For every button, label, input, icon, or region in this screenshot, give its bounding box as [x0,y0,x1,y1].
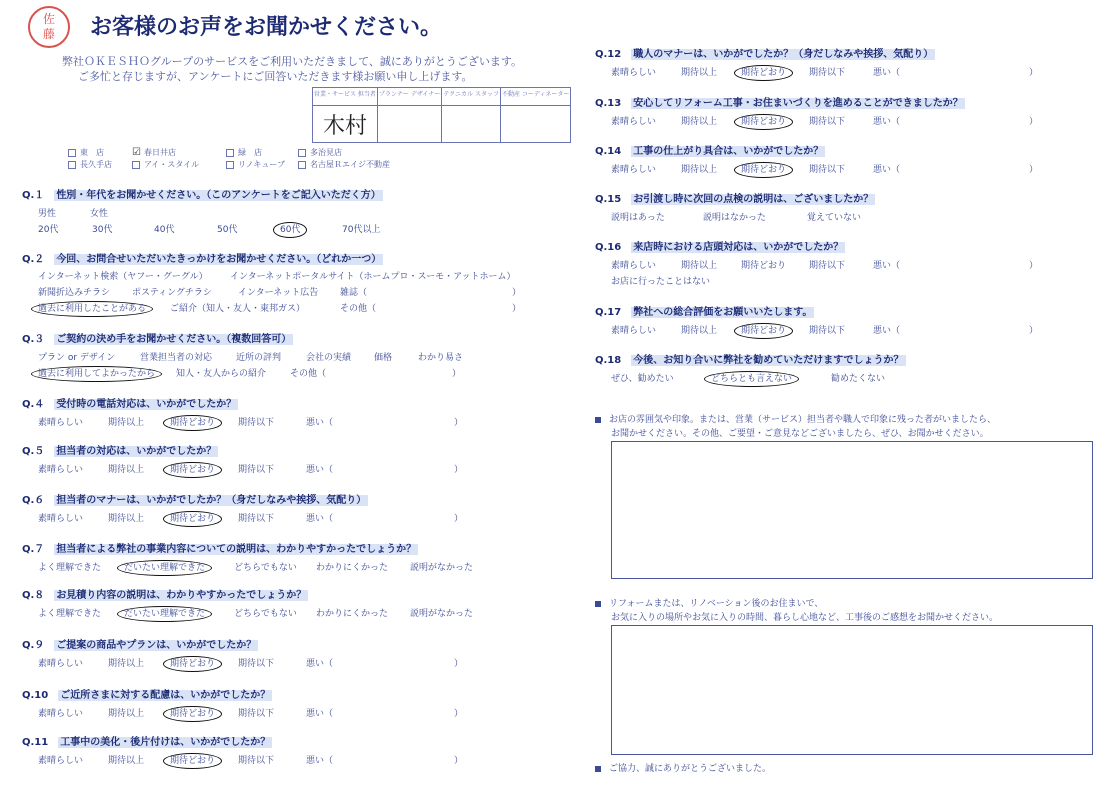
answer-option[interactable]: 勧めたくない [831,374,886,384]
paren-close: ） [454,418,464,428]
selected-answer: 過去に利用してよかったから [31,366,162,382]
question-text: ご近所さまに対する配慮は、いかがでしたか？ [60,690,271,701]
answer-option[interactable]: ぜひ、勧めたい [611,374,674,384]
answer-option[interactable]: 素晴らしい [38,418,84,428]
option[interactable]: 知人・友人からの紹介 [176,369,267,379]
option[interactable]: 新聞折込みチラシ [38,288,111,298]
answer-option[interactable]: 悪い（ [873,326,901,336]
option[interactable]: その他（ [340,304,377,314]
seal-char-1: 佐 [42,12,55,26]
option-male[interactable]: 男性 [38,209,57,219]
answer-option[interactable]: 説明はあった [611,213,665,223]
answer-option[interactable]: 悪い（ [873,117,901,127]
paren-close: ） [454,514,464,524]
question-text: 職人のマナーは、いかがでしたか？（身だしなみや挨拶、気配り） [633,49,934,60]
answer-option[interactable]: 期待以下 [809,326,846,336]
shop-option[interactable] [132,159,199,170]
shop-option[interactable] [298,159,390,170]
answer-option[interactable] [124,606,205,619]
selected-answer: 期待どおり [163,753,222,769]
answer-option[interactable] [741,323,786,336]
answer-option[interactable]: 期待以下 [238,514,275,524]
answer-option[interactable]: 期待以下 [238,659,275,669]
question-text: 今回、お問合せいただいたきっかけをお聞かせください。（どれか一つ） [56,254,382,265]
selected-answer: 期待どおり [163,706,222,722]
question-3 [22,330,293,345]
answer-option[interactable]: 期待以下 [809,117,846,127]
paren-close: ） [1029,261,1039,271]
staff-header-planner: プランナー デザイナー [377,88,442,106]
selected-answer: 期待どおり [734,162,793,178]
paren-close: ） [454,756,464,766]
answer-option[interactable]: 期待以下 [809,165,846,175]
option-age[interactable]: 50代 [217,225,238,235]
answer-option[interactable]: 期待以上 [681,68,718,78]
question [22,491,368,506]
paren-close: ） [1029,165,1039,175]
checkbox[interactable] [226,149,234,157]
option[interactable]: 営業担当者の対応 [140,353,213,363]
free-comment-2-prompt [595,597,823,611]
option[interactable]: インターネット検索（ヤフー・グーグル） [38,272,208,282]
answer-option[interactable]: 期待以上 [681,261,718,271]
answer-option[interactable]: 期待以下 [238,709,275,719]
selected-answer: だいたい理解できた [117,560,212,576]
staff-cell-empty [377,106,442,143]
square-bullet-icon [595,417,601,423]
question-number: Q.１ [22,190,45,201]
free-comment-1-line-2: お聞かせください。その他、ご要望・ご意見などございましたら、ぜひ、お聞かせください。 [611,429,989,439]
shop-option[interactable] [68,159,112,170]
answer-option[interactable] [170,753,215,766]
shop-label: アイ・スタイル [144,160,200,169]
shop-label: 長久手店 [80,160,112,169]
staff-header-sales: 営業・サービス 担当者 [313,88,378,106]
question-text: お見積り内容の説明は、わかりやすかったでしょうか？ [56,590,307,601]
answer-option[interactable] [170,462,215,475]
selected-answer: どちらとも言えない [704,371,799,387]
option-age[interactable]: 40代 [154,225,175,235]
option-age[interactable] [280,222,300,235]
question [22,686,272,701]
selected-answer: 期待どおり [734,323,793,339]
answer-option[interactable]: 期待以下 [238,418,275,428]
option[interactable]: 会社の実績 [306,353,352,363]
question [22,636,258,651]
question-number: Q.６ [22,495,45,506]
free-comment-2-line-1: リフォームまたは、リノベーション後のお住まいで、 [609,599,824,609]
question [595,142,825,157]
option-age[interactable]: 70代以上 [342,225,381,235]
seal-stamp [28,6,70,48]
paren-close: ） [1029,68,1039,78]
answer-option[interactable]: 期待以上 [681,326,718,336]
question-text: 安心してリフォーム工事・お住まいづくりを進めることができましたか？ [633,98,963,109]
checkbox[interactable] [298,161,306,169]
option-female[interactable]: 女性 [90,209,109,219]
answer-option[interactable]: 素晴らしい [611,326,657,336]
answer-option[interactable]: 素晴らしい [611,261,657,271]
answer-option[interactable]: 悪い（ [306,756,334,766]
selected-answer: 期待どおり [734,65,793,81]
free-comment-1-line-1: お店の雰囲気や印象。または、営業（サービス）担当者や職人で印象に残った者がいましたら、 [609,415,997,425]
answer-option[interactable]: よく理解できた [38,563,102,573]
answer-option[interactable] [124,560,205,573]
checkbox[interactable] [132,161,140,169]
question [22,442,218,457]
question-number: Q.７ [22,544,45,555]
option[interactable]: その他（ [290,369,327,379]
option[interactable]: インターネット広告 [238,288,319,298]
selected-answer: 過去に利用したことがある [31,301,153,317]
answer-option[interactable]: 素晴らしい [38,709,84,719]
answer-option[interactable]: 素晴らしい [611,165,657,175]
free-comment-1-box[interactable] [611,441,1093,579]
answer-option[interactable]: どちらでもない [234,609,297,619]
staff-header-technical: テクニカル スタッフ [442,88,501,106]
answer-option[interactable]: 悪い（ [873,165,901,175]
question-number: Q.16 [595,242,622,253]
answer-option[interactable]: 素晴らしい [38,465,84,475]
question-text: ご契約の決め手をお聞かせください。（複数回答可） [56,334,292,345]
option[interactable] [38,366,155,379]
answer-option[interactable]: 悪い（ [873,261,901,271]
answer-option[interactable] [170,656,215,669]
question [595,45,935,60]
answer-option[interactable]: 期待以上 [108,418,145,428]
answer-option[interactable]: 期待以上 [108,659,145,669]
answer-option[interactable]: 説明はなかった [703,213,767,223]
answer-option[interactable]: 説明がなかった [410,563,474,573]
page-title: お客様のお声をお聞かせください。 [90,15,443,40]
question [595,190,875,205]
question-text: お引渡し時に次回の点検の説明は、ございましたか？ [633,194,874,205]
staff-signature: 木村 [313,106,378,143]
option[interactable]: ポスティングチラシ [132,288,212,298]
answer-option[interactable]: 素晴らしい [611,68,657,78]
shop-option[interactable] [226,147,262,158]
answer-option[interactable]: 期待以上 [108,514,145,524]
question-number: Q.３ [22,334,45,345]
answer-option[interactable]: 期待以上 [108,465,145,475]
answer-option[interactable]: 悪い（ [306,709,334,719]
answer-option[interactable]: 期待どおり [741,261,787,271]
answer-option[interactable]: 期待以下 [238,465,275,475]
question-number: Q.10 [22,690,49,701]
option[interactable]: プラン or デザイン [38,353,116,363]
question-text: 担当者のマナーは、いかがでしたか？（身だしなみや挨拶、気配り） [56,495,367,506]
square-bullet-icon [595,601,601,607]
selected-answer: 60代 [273,222,307,238]
answer-option[interactable]: 期待以下 [238,756,275,766]
answer-option[interactable] [170,511,215,524]
paren-close: ） [1029,326,1039,336]
shop-option[interactable] [226,159,285,170]
answer-option[interactable]: 悪い（ [306,659,334,669]
answer-option[interactable]: よく理解できた [38,609,102,619]
question [22,540,418,555]
question-number: Q.４ [22,399,45,410]
shop-option[interactable] [68,147,104,158]
answer-option[interactable]: 期待以上 [108,756,145,766]
intro-line-2: ご多忙と存じますが、アンケートにご回答いただきます様お願い申し上げます。 [78,70,473,83]
answer-option[interactable] [741,114,786,127]
shop-option[interactable] [298,147,342,158]
selected-answer: 期待どおり [163,462,222,478]
paren-close: ） [1029,117,1039,127]
checkmark-icon[interactable]: ☑ [132,147,141,158]
square-bullet-icon [595,766,601,772]
checkbox[interactable] [68,161,76,169]
question-number: Q.18 [595,355,622,366]
shop-label: 春日井店 [143,148,176,157]
selected-answer: 期待どおり [734,114,793,130]
paren-close: ） [512,288,522,298]
answer-option[interactable]: 悪い（ [306,465,334,475]
selected-answer: 期待どおり [163,415,222,431]
question-number: Q.２ [22,254,45,265]
staff-cell-empty [500,106,570,143]
question-text: 今後、お知り合いに弊社を勧めていただけますでしょうか？ [633,355,904,366]
paren-close: ） [454,709,464,719]
answer-option[interactable]: 期待以上 [681,165,718,175]
checkbox[interactable] [68,149,76,157]
paren-close: ） [454,465,464,475]
question [595,94,965,109]
question-text: 弊社への総合評価をお願いいたします。 [633,307,813,318]
option-age[interactable]: 20代 [38,225,59,235]
question-number: Q.17 [595,307,622,318]
question-text: 担当者による弊社の事業内容についての説明は、わかりやすかったでしょうか？ [56,544,417,555]
question-text: 来店時における店頭対応は、いかがでしたか？ [633,242,844,253]
option[interactable] [38,301,146,314]
question-number: Q.15 [595,194,622,205]
question [595,303,814,318]
question-number: Q.８ [22,590,45,601]
answer-option[interactable]: どちらでもない [234,563,297,573]
shop-label: リノキューブ [238,160,285,169]
answer-option[interactable]: 素晴らしい [38,756,84,766]
answer-option[interactable]: わかりにくかった [316,609,389,619]
answer-option[interactable] [741,162,786,175]
question [22,395,238,410]
answer-option[interactable]: 悪い（ [306,418,334,428]
answer-option[interactable]: 期待以上 [681,117,718,127]
answer-option[interactable] [711,371,792,384]
question-number: Q.14 [595,146,622,157]
staff-header-realestate: 不動産 コーディネーター [500,88,570,106]
question-text: 担当者の対応は、いかがでしたか？ [56,446,217,457]
question-number: Q.11 [22,737,49,748]
answer-option[interactable]: 期待以上 [108,709,145,719]
question-number: Q.13 [595,98,622,109]
answer-option[interactable]: 説明がなかった [410,609,474,619]
free-comment-1-prompt [595,413,996,427]
answer-option[interactable]: 素晴らしい [38,514,84,524]
shop-option[interactable] [132,147,176,158]
shop-label: 名古屋Ｒエイジ不動産 [310,160,390,169]
answer-option[interactable]: 素晴らしい [38,659,84,669]
free-comment-2-line-2: お気に入りの場所やお気に入りの時間、暮らし心地など、工事後のご感想をお聞かせください。 [611,613,999,623]
question-1 [22,186,383,201]
shop-label: 緑 店 [238,148,262,157]
option-age[interactable]: 30代 [92,225,113,235]
shop-label: 東 店 [80,148,104,157]
closing-text: ご協力、誠にありがとうございました。 [609,764,772,774]
option[interactable]: ご紹介（知人・友人・東邦ガス） [170,304,306,314]
answer-option[interactable]: お店に行ったことはない [611,277,711,287]
staff-cell-empty [442,106,501,143]
option[interactable]: わかり易さ [418,353,464,363]
option[interactable]: 雑誌（ [340,288,368,298]
shop-label: 多治見店 [310,148,342,157]
option[interactable]: 価格 [374,353,393,363]
question-2 [22,250,383,265]
closing-message [595,762,771,776]
question-text: 工事中の美化・後片付けは、いかがでしたか？ [60,737,271,748]
question-text: ご提案の商品やプランは、いかがでしたか？ [56,640,257,651]
option[interactable]: 近所の評判 [236,353,282,363]
checkbox[interactable] [298,149,306,157]
question [22,733,272,748]
answer-option[interactable] [741,65,786,78]
question-text: 受付時の電話対応は、いかがでしたか？ [56,399,237,410]
seal-char-2: 藤 [42,27,55,41]
answer-option[interactable]: 期待以下 [809,261,846,271]
question-text: 性別・年代をお聞かせください。（このアンケートをご記入いただく方） [56,190,381,201]
selected-answer: だいたい理解できた [117,606,212,622]
question [22,586,308,601]
question-number: Q.５ [22,446,45,457]
intro-line-1: 弊社ＯＫＥＳＨＯグループのサービスをご利用いただきまして、誠にありがとうございます。 [62,55,523,68]
answer-option[interactable]: 素晴らしい [611,117,657,127]
question-number: Q.12 [595,49,622,60]
answer-option[interactable] [170,415,215,428]
selected-answer: 期待どおり [163,656,222,672]
free-comment-2-box[interactable] [611,625,1093,755]
staff-table [312,87,571,143]
paren-close: ） [512,304,522,314]
question [595,351,906,366]
answer-option[interactable] [170,706,215,719]
answer-option[interactable]: わかりにくかった [316,563,389,573]
checkbox[interactable] [226,161,234,169]
answer-option[interactable]: 期待以下 [809,68,846,78]
question-text: 工事の仕上がり具合は、いかがでしたか？ [633,146,824,157]
paren-close: ） [454,659,464,669]
selected-answer: 期待どおり [163,511,222,527]
answer-option[interactable]: 覚えていない [807,213,862,223]
option[interactable]: インターネットポータルサイト（ホームプロ・スーモ・アットホーム） [230,272,516,282]
paren-close: ） [452,369,462,379]
answer-option[interactable]: 悪い（ [306,514,334,524]
answer-option[interactable]: 悪い（ [873,68,901,78]
question [595,238,845,253]
question-number: Q.９ [22,640,45,651]
